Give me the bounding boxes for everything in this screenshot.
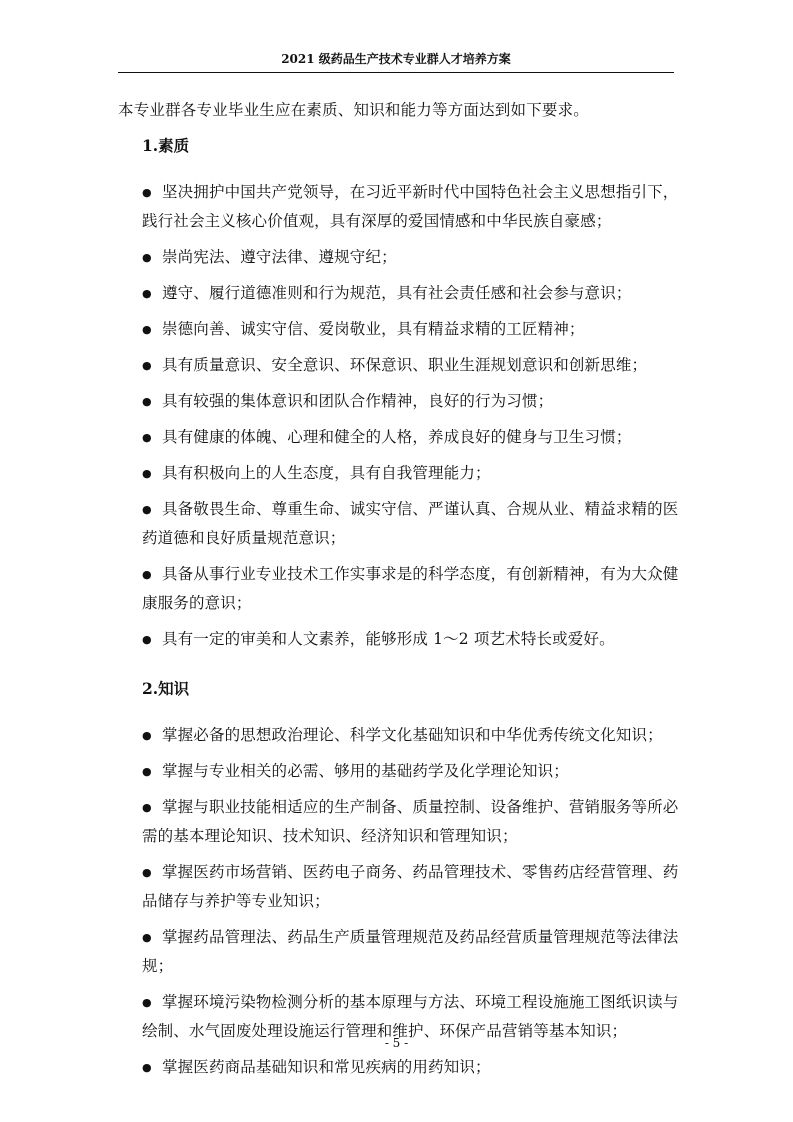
list-item xyxy=(118,757,684,786)
list-item-text: 掌握与专业相关的必需、够用的基础药学及化学理论知识； xyxy=(162,762,569,780)
list-item-text: 掌握医药市场营销、医药电子商务、药品管理技术、零售药店经营管理、药品储存与养护等专业知识； xyxy=(142,863,679,910)
list-item-text: 遵守、履行道德准则和行为规范，具有社会责任感和社会参与意识； xyxy=(162,284,632,302)
bullet-icon: ● xyxy=(142,359,152,372)
list-item-text: 崇尚宪法、遵守法律、遵规守纪； xyxy=(162,248,397,266)
page-header-title: 2021 级药品生产技术专业群人才培养方案 xyxy=(281,52,511,66)
quality-list xyxy=(118,178,684,654)
section-knowledge xyxy=(118,671,684,1082)
bullet-icon: ● xyxy=(142,186,152,199)
list-item-text: 具有较强的集体意识和团队合作精神，良好的行为习惯； xyxy=(162,392,554,410)
list-item-text: 具有积极向上的人生态度，具有自我管理能力； xyxy=(162,464,491,482)
document-body xyxy=(118,92,684,1089)
page-number: - 5 - xyxy=(384,1036,409,1050)
list-item xyxy=(118,351,684,380)
bullet-icon: ● xyxy=(142,765,152,778)
list-item-text: 具备敬畏生命、尊重生命、诚实守信、严谨认真、合规从业、精益求精的医药道德和良好质量规范意识； xyxy=(142,500,679,547)
knowledge-list xyxy=(118,721,684,1082)
list-item xyxy=(118,423,684,452)
list-item xyxy=(118,279,684,308)
bullet-icon: ● xyxy=(142,287,152,300)
list-item-text: 掌握环境污染物检测分析的基本原理与方法、环境工程设施施工图纸识读与绘制、水气固废处理设施运行管理和维护、环保产品营销等基本知识； xyxy=(142,993,679,1040)
list-item-text: 崇德向善、诚实守信、爱岗敬业，具有精益求精的工匠精神； xyxy=(162,320,585,338)
section-heading-quality: 1.素质 xyxy=(142,136,190,155)
list-item xyxy=(118,625,684,654)
bullet-icon: ● xyxy=(142,996,152,1009)
intro-paragraph: 本专业群各专业毕业生应在素质、知识和能力等方面达到如下要求。 xyxy=(118,101,590,119)
list-item xyxy=(118,858,684,916)
list-item xyxy=(118,560,684,618)
bullet-icon: ● xyxy=(142,1061,152,1074)
list-item-text: 具有健康的体魄、心理和健全的人格，养成良好的健身与卫生习惯； xyxy=(162,428,632,446)
list-item-text: 掌握与职业技能相适应的生产制备、质量控制、设备维护、营销服务等所必需的基本理论知识、技术知识、经济知识和管理知识； xyxy=(142,798,679,845)
bullet-icon: ● xyxy=(142,431,152,444)
list-item xyxy=(118,387,684,416)
bullet-icon: ● xyxy=(142,729,152,742)
list-item xyxy=(118,793,684,851)
bullet-icon: ● xyxy=(142,467,152,480)
bullet-icon: ● xyxy=(142,931,152,944)
list-item-text: 具备从事行业专业技术工作实事求是的科学态度，有创新精神，有为大众健康服务的意识； xyxy=(142,565,679,612)
bullet-icon: ● xyxy=(142,251,152,264)
bullet-icon: ● xyxy=(142,801,152,814)
section-heading-knowledge: 2.知识 xyxy=(142,679,190,698)
list-item xyxy=(118,1053,684,1082)
bullet-icon: ● xyxy=(142,395,152,408)
list-item xyxy=(118,315,684,344)
bullet-icon: ● xyxy=(142,633,152,646)
bullet-icon: ● xyxy=(142,503,152,516)
list-item-text: 具有一定的审美和人文素养，能够形成 1～2 项艺术特长或爱好。 xyxy=(162,630,615,648)
list-item xyxy=(118,243,684,272)
bullet-icon: ● xyxy=(142,866,152,879)
list-item-text: 掌握医药商品基础知识和常见疾病的用药知识； xyxy=(162,1058,491,1076)
list-item xyxy=(118,459,684,488)
bullet-icon: ● xyxy=(142,568,152,581)
list-item xyxy=(118,923,684,981)
list-item-text: 掌握药品管理法、药品生产质量管理规范及药品经营质量管理规范等法律法规； xyxy=(142,928,679,975)
list-item xyxy=(118,721,684,750)
list-item-text: 具有质量意识、安全意识、环保意识、职业生涯规划意识和创新思维； xyxy=(162,356,648,374)
header-divider xyxy=(118,72,674,73)
bullet-icon: ● xyxy=(142,323,152,336)
list-item-text: 掌握必备的思想政治理论、科学文化基础知识和中华优秀传统文化知识； xyxy=(162,726,663,744)
section-quality xyxy=(118,128,684,654)
list-item-text: 坚决拥护中国共产党领导，在习近平新时代中国特色社会主义思想指引下，践行社会主义核心价值观，具有深厚的爱国情感和中华民族自豪感； xyxy=(142,183,679,230)
list-item xyxy=(118,178,684,236)
list-item xyxy=(118,495,684,553)
